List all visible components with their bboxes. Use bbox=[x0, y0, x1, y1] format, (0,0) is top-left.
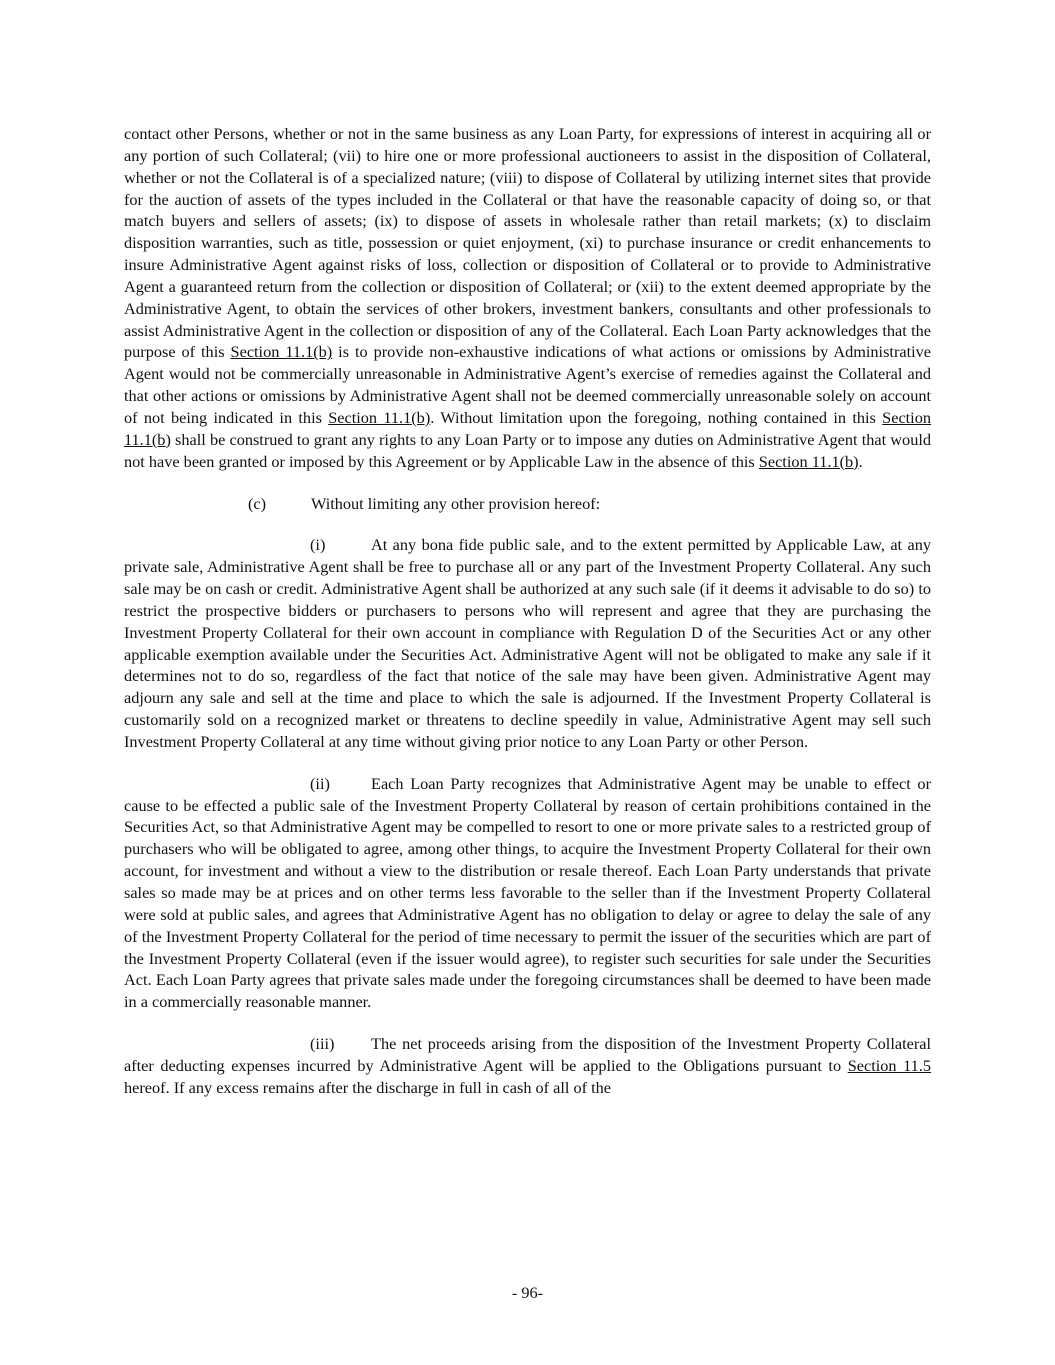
paragraph-text: The net proceeds arising from the disposition of the Investment Property Collateral after deducting expenses incurred by Administrative Agent will be applied to the Obligations pursuant to bbox=[124, 1034, 931, 1075]
section-reference: Section 11.1(b) bbox=[230, 342, 333, 362]
paragraph-c-ii bbox=[124, 773, 931, 1013]
clause-marker: (c) bbox=[248, 493, 267, 513]
clause-marker: (ii) bbox=[310, 773, 330, 793]
section-reference: Section 11.1(b) bbox=[758, 451, 859, 471]
paragraph-text: . bbox=[858, 451, 863, 471]
clause-marker: (i) bbox=[310, 535, 326, 555]
paragraph-c bbox=[124, 493, 931, 515]
paragraph-b-continuation bbox=[124, 123, 931, 473]
clause-marker: (iii) bbox=[310, 1034, 335, 1054]
document-page bbox=[124, 123, 931, 1099]
paragraph-text: contact other Persons, whether or not in the same business as any Loan Party, for expressions of interest in acquiring all or any portion of such Collateral; (vii) to hire one or more professional auctioneers to assist in the disposition of Collateral, whether or not the Collateral is of a specialized nature; (viii) to dispose of Collateral by utilizing internet sites that provide for the auction of assets of the types included in the Collateral or that have the reasonable capacity of doing so, or that match buyers and sellers of assets; (ix) to dispose of assets in wholesale rather than retail markets; (x) to disclaim disposition warranties, such as title, possession or quiet enjoyment, (xi) to purchase insurance or credit enhancements to insure Administrative Agent against risks of loss, collection or disposition of Collateral or to provide to Administrative Agent a guaranteed return from the collection or disposition of Collateral; or (xii) to the extent deemed appropriate by the Administrative Agent, to obtain the services of other brokers, investment bankers, consultants and other professionals to assist Administrative Agent in the collection or disposition of any of the Collateral. Each Loan Party acknowledges that the purpose of this bbox=[124, 124, 931, 362]
paragraph-text: is to provide non-exhaustive indications of what actions or omissions by Administrative Agent would not be commercially unreasonable in Administrative Agent’s exercise of remedies against the Collateral and that other actions or omissions by Administrative Agent shall not be deemed commercially unreasonable solely on account of not being indicated in this bbox=[124, 342, 932, 427]
section-reference: Section 11.5 bbox=[847, 1055, 931, 1075]
page-number: - 96- bbox=[511, 1283, 544, 1302]
section-reference: Section 11.1(b) bbox=[328, 407, 431, 427]
paragraph-text: hereof. If any excess remains after the discharge in full in cash of all of the bbox=[124, 1077, 612, 1097]
paragraph-text: Each Loan Party recognizes that Administrative Agent may be unable to effect or cause to be effected a public sale of the Investment Property Collateral by reason of certain prohibitions contained in the Securities Act, so that Administrative Agent may be compelled to resort to one or more private sales to a restricted group of purchasers who will be obligated to agree, among other things, to acquire the Investment Property Collateral for their own account, for investment and without a view to the distribution or resale thereof. Each Loan Party understands that private sales so made may be at prices and on other terms less favorable to the seller than if the Investment Property Collateral were sold at public sales, and agrees that Administrative Agent has no obligation to delay or agree to delay the sale of any of the Investment Property Collateral for the period of time necessary to permit the issuer of the securities which are part of the Investment Property Collateral (even if the issuer would agree), to register such securities for sale under the Securities Act. Each Loan Party agrees that private sales made under the foregoing circumstances shall be deemed to have been made in a commercially reasonable manner. bbox=[124, 773, 931, 1012]
paragraph-text: Without limiting any other provision hereof: bbox=[311, 493, 601, 513]
paragraph-text: . Without limitation upon the foregoing, nothing contained in this bbox=[430, 407, 883, 427]
paragraph-text: At any bona fide public sale, and to the extent permitted by Applicable Law, at any private sale, Administrative Agent shall be free to purchase all or any part of the Investment Property Collateral. Any such sale may be on cash or credit. Administrative Agent shall be authorized at any such sale (if it deems it advisable to do so) to restrict the prospective bidders or purchasers to persons who will represent and agree that they are purchasing the Investment Property Collateral for their own account in compliance with Regulation D of the Securities Act or any other applicable exemption available under the Securities Act. Administrative Agent will not be obligated to make any sale if it determines not to do so, regardless of the fact that notice of the sale may have been given. Administrative Agent may adjourn any sale and sell at the time and place to which the sale is adjourned. If the Investment Property Collateral is customarily sold on a recognized market or threatens to decline speedily in value, Administrative Agent may sell such Investment Property Collateral at any time without giving prior notice to any Loan Party or other Person. bbox=[124, 535, 931, 751]
section-reference: Section 11.1(b) bbox=[124, 407, 931, 449]
paragraph-c-i bbox=[124, 534, 931, 752]
paragraph-text: shall be construed to grant any rights to any Loan Party or to impose any duties on Administrative Agent that would not have been granted or imposed by this Agreement or by Applicable Law in the absence of this bbox=[124, 429, 931, 471]
paragraph-c-iii bbox=[124, 1033, 931, 1099]
